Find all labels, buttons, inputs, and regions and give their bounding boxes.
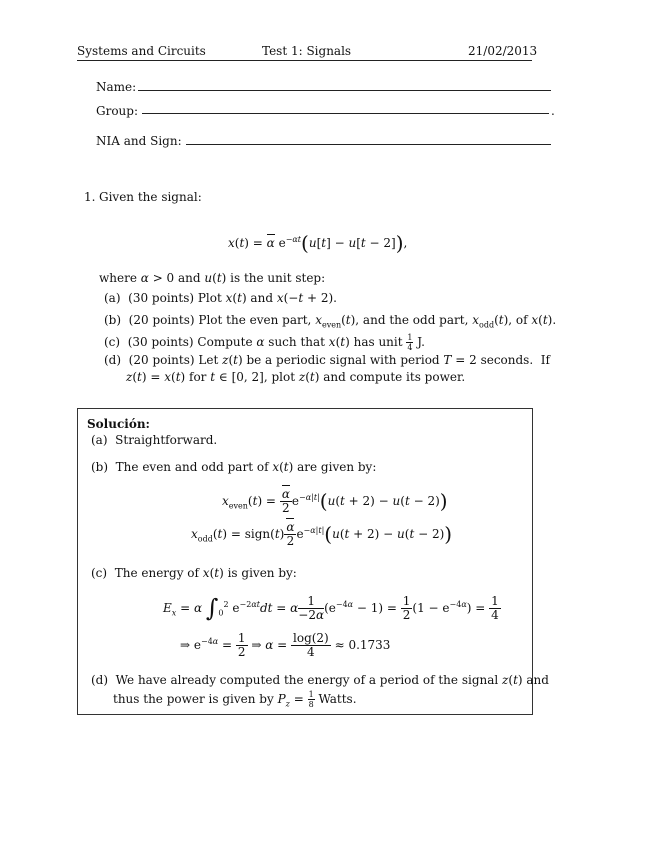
problem-number: 1. (84, 190, 96, 204)
part-a: (a) (30 points) Plot x(t) and x(−t + 2). (104, 291, 337, 305)
signal-equation: x(t) = α $e^{-\alpha t}(u[t] - u[t - 2])$, (228, 231, 408, 255)
solution-d-line2: thus the power is given by $P_z$ = $\frac{1}{8}$ Watts. (113, 690, 357, 709)
even-part-equation: $x_{even}(t)$ = $\frac{\alpha}{2}$ $e^{-\alpha|t|}(u(t + 2) - u(t - 2))$ (222, 487, 448, 515)
group-label: Group: (96, 104, 138, 118)
solution-title: Solución: (87, 417, 150, 431)
test-title: Test 1: Signals (262, 44, 352, 58)
problem-intro: Given the signal: (99, 190, 202, 204)
part-d-line2: z(t) = x(t) for t ∈ [0, 2], plot z(t) and compute its power. (126, 370, 466, 384)
nia-label: NIA and Sign: (96, 134, 182, 148)
solution-d-line1: (d) We have already computed the energy of a period of the signal z(t) and (91, 673, 549, 687)
part-d-line1: (d) (20 points) Let z(t) be a periodic signal with period T = 2 seconds. If (104, 353, 550, 367)
odd-part-equation: $x_{odd}(t)$ = sign(t) $\frac{\alpha}{2}$ $e^{-\alpha|t|}(u(t + 2) - u(t - 2))$ (191, 520, 453, 548)
nia-field[interactable] (186, 144, 551, 145)
header-rule (77, 60, 532, 61)
group-field[interactable] (142, 113, 549, 114)
name-field[interactable] (138, 90, 551, 91)
alpha-equation: ⇒ $e^{-4\alpha}$ = $\frac{1}{2}$ ⇒ α = $\frac{\log(2)}{4}$ ≈ 0.1733 (180, 631, 391, 659)
course-title: Systems and Circuits (77, 44, 206, 58)
group-field-end: . (551, 104, 555, 118)
solution-box (77, 408, 533, 715)
solution-c: (c) The energy of x(t) is given by: (91, 566, 297, 580)
energy-equation: $E_x = \alpha$ $\int_0^2$ $e^{-2\alpha t}dt = \alpha$ $\frac{1}{-2\alpha}$ $(e^{-4\alpha} - 1)$ = $\frac{1}{2}$ $(1 - e^{-4\alpha})$ = $\frac{1}{4}$ (163, 594, 499, 622)
part-b: (b) (20 points) Plot the even part, $x_{even}(t)$, and the odd part, $x_{odd}(t)$, of x(t). (104, 313, 557, 330)
test-date: 21/02/2013 (468, 44, 538, 58)
solution-a: (a) Straightforward. (91, 433, 218, 447)
where-line: where α > 0 and u(t) is the unit step: (99, 271, 326, 285)
alpha-result: ≈ 0.1733 (334, 638, 391, 652)
name-label: Name: (96, 80, 137, 94)
part-c: (c) (30 points) Compute α such that x(t) has unit $\frac{1}{4}$ J. (104, 333, 425, 352)
solution-b: (b) The even and odd part of x(t) are given by: (91, 460, 377, 474)
